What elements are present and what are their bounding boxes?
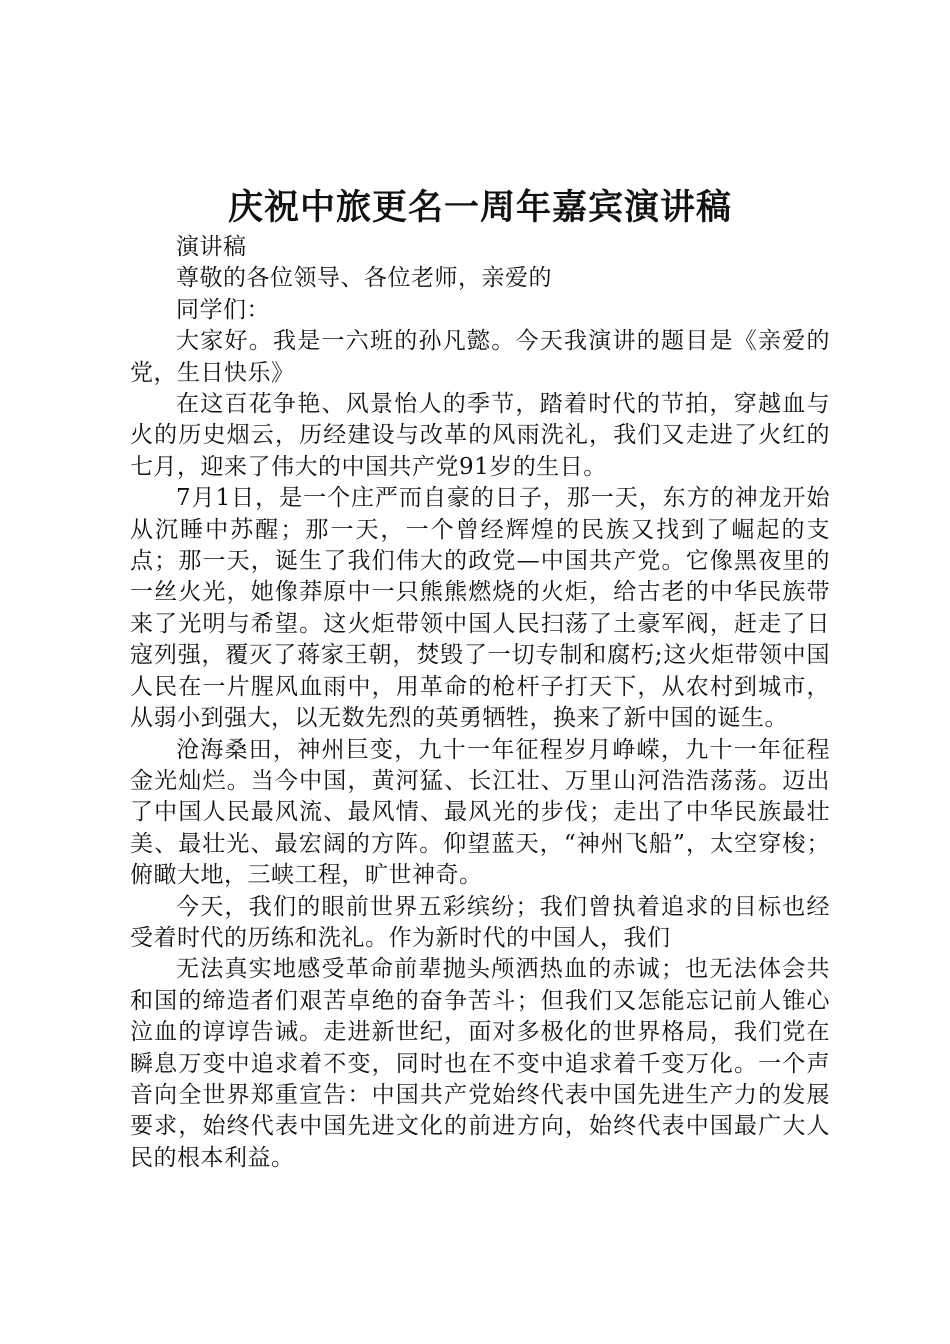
paragraph-new-century: 无法真实地感受革命前辈抛头颅洒热血的赤诚；也无法体会共和国的缔造者们艰苦卓绝的奋争苦斗；但我们又怎能忘记前人锥心泣血的谆谆告诫。走进新世纪，面对多极化的世界格局，我们党在瞬息万变中追求着不变，同时也在不变中追求着千变万化。一个声音向全世界郑重宣告：中国共产党始终代表中国先进生产力的发展要求，始终代表中国先进文化的前进方向，始终代表中国最广大人民的根本利益。 bbox=[130, 956, 830, 1171]
paragraph-salutation: 尊敬的各位领导、各位老师，亲爱的 bbox=[176, 265, 552, 292]
paragraph-today: 今天，我们的眼前世界五彩缤纷；我们曾执着追求的目标也经受着时代的历练和洗礼。作为新时代的中国人，我们 bbox=[130, 893, 830, 951]
paragraph-salutation-cont: 同学们： bbox=[176, 296, 270, 323]
document-title: 庆祝中旅更名一周年嘉宾演讲稿 bbox=[227, 187, 732, 228]
paragraph-season: 在这百花争艳、风景怡人的季节，踏着时代的节拍，穿越血与火的历史烟云，历经建设与改革的风雨洗礼，我们又走进了火红的七月，迎来了伟大的中国共产党91岁的生日。 bbox=[130, 391, 830, 480]
paragraph-heading: 演讲稿 bbox=[176, 234, 247, 260]
paragraph-july-first: 7月1日，是一个庄严而自豪的日子，那一天，东方的神龙开始从沉睡中苏醒；那一天，一个曾经辉煌的民族又找到了崛起的支点；那一天，诞生了我们伟大的政党—中国共产党。它像黑夜里的一丝火光，她像莽原中一只熊熊燃烧的火炬，给古老的中华民族带来了光明与希望。这火炬带领中国人民扫荡了土豪军阀，赶走了日寇列强，覆灭了蒋家王朝，焚毁了一切专制和腐朽;这火炬带领中国人民在一片腥风血雨中，用革命的枪杆子打天下，从农村到城市，从弱小到强大，以无数先烈的英勇牺牲，换来了新中国的诞生。 bbox=[130, 485, 830, 732]
paragraph-changes: 沧海桑田，神州巨变，九十一年征程岁月峥嵘，九十一年征程金光灿烂。当今中国，黄河猛、长江壮、万里山河浩浩荡荡。迈出了中国人民最风流、最风情、最风光的步伐；走出了中华民族最壮美、最壮光、最宏阔的方阵。仰望蓝天，“神州飞船”，太空穿梭；俯瞰大地，三峡工程，旷世神奇。 bbox=[130, 736, 830, 889]
paragraph-intro: 大家好。我是一六班的孙凡懿。今天我演讲的题目是《亲爱的党，生日快乐》 bbox=[130, 328, 830, 386]
document-page bbox=[130, 186, 830, 1174]
